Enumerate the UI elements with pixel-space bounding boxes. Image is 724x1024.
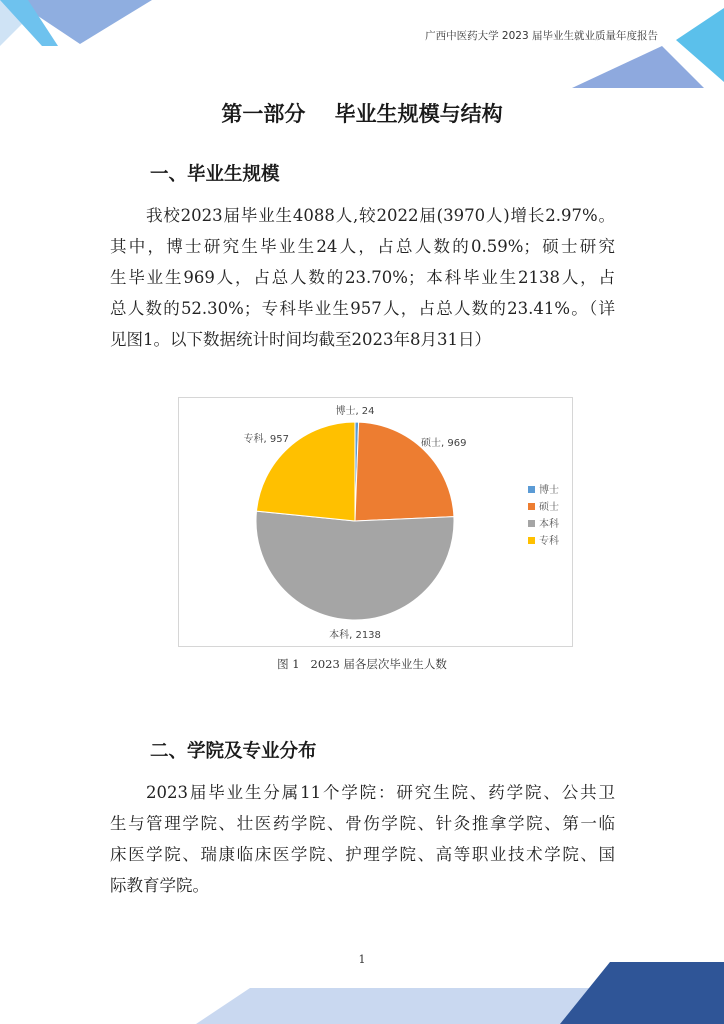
legend-swatch-master	[528, 503, 535, 510]
legend-swatch-doctor	[528, 486, 535, 493]
legend-swatch-associate	[528, 537, 535, 544]
legend-label-master: 硕士	[539, 502, 559, 513]
pie-chart-canvas	[179, 398, 572, 646]
running-header: 广西中医药大学 2023 届毕业生就业质量年度报告	[425, 30, 658, 42]
data-label-master: 硕士, 969	[421, 438, 467, 449]
section-heading-colleges: 二、学院及专业分布	[150, 741, 317, 762]
data-label-bachelor: 本科, 2138	[329, 630, 381, 641]
part-title: 第一部分 毕业生规模与结构	[221, 102, 503, 126]
paragraph-line: 生与管理学院、壮医药学院、骨伤学院、针灸推拿学院、第一临	[110, 814, 615, 833]
legend-label-bachelor: 本科	[539, 519, 559, 530]
corner-triangle-cyan	[676, 8, 724, 82]
paragraph-scale	[110, 200, 615, 355]
pie-slice-master	[355, 422, 454, 521]
footer-band-light	[196, 988, 724, 1024]
corner-triangle-light	[0, 0, 46, 46]
paragraph-colleges	[110, 777, 615, 901]
legend-label-doctor: 博士	[539, 485, 559, 496]
chart-caption: 图 1 2023 届各层次毕业生人数	[277, 657, 447, 671]
section-heading-scale: 一、毕业生规模	[150, 164, 280, 185]
legend-label-associate: 专科	[539, 536, 559, 547]
page-number: 1	[358, 953, 366, 966]
legend-swatch-bachelor	[528, 520, 535, 527]
paragraph-line: 生毕业生969人，占总人数的23.70%；本科毕业生2138人，占	[110, 268, 615, 287]
paragraph-line: 际教育学院。	[110, 876, 209, 895]
paragraph-line: 我校2023届毕业生4088人,较2022届(3970人)增长2.97%。	[146, 206, 615, 225]
paragraph-line: 其中，博士研究生毕业生24人，占总人数的0.59%；硕士研究	[110, 237, 615, 256]
pie-chart	[178, 397, 573, 647]
corner-triangle-blue	[14, 0, 152, 44]
pie-slice-bachelor	[256, 511, 454, 620]
paragraph-line: 见图1。以下数据统计时间均截至2023年8月31日）	[110, 330, 491, 349]
paragraph-line: 总人数的52.30%；专科毕业生957人，占总人数的23.41%。（详	[110, 299, 615, 318]
data-label-doctor: 博士, 24	[335, 406, 375, 417]
data-label-associate: 专科, 957	[243, 434, 289, 445]
paragraph-line: 2023届毕业生分属11个学院：研究生院、药学院、公共卫	[146, 783, 615, 802]
corner-stripe-cyan	[0, 0, 58, 46]
corner-triangle-blue-right	[572, 46, 704, 88]
paragraph-line: 床医学院、瑞康临床医学院、护理学院、高等职业技术学院、国	[110, 845, 615, 864]
footer-band-dark	[560, 962, 724, 1024]
